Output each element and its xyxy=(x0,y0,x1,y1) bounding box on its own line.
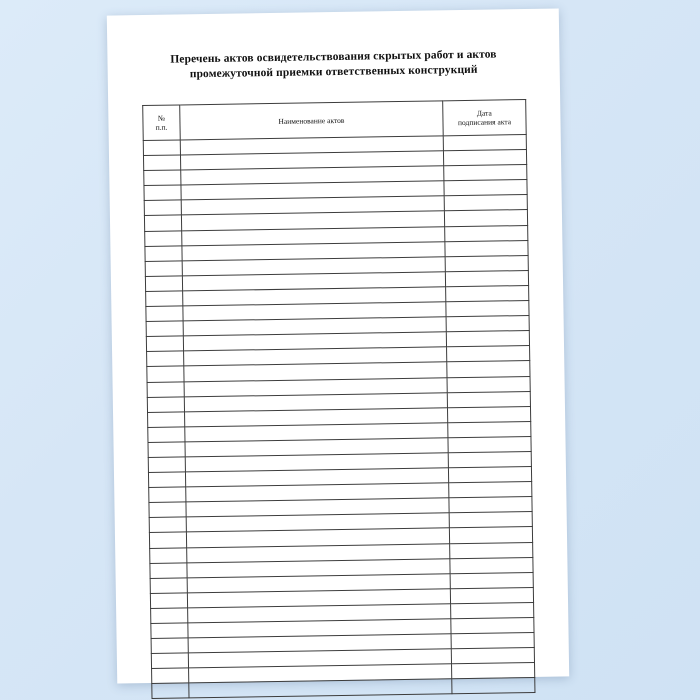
cell-number[interactable] xyxy=(144,200,181,216)
cell-sign-date[interactable] xyxy=(451,633,534,649)
document-title-line-1: Перечень актов освидетельствования скрытых работ и актов xyxy=(170,48,497,66)
cell-sign-date[interactable] xyxy=(449,482,532,498)
cell-number[interactable] xyxy=(147,366,184,382)
cell-number[interactable] xyxy=(148,427,185,443)
cell-number[interactable] xyxy=(148,442,185,458)
cell-number[interactable] xyxy=(146,291,183,307)
cell-sign-date[interactable] xyxy=(446,285,529,301)
cell-sign-date[interactable] xyxy=(445,240,528,256)
cell-sign-date[interactable] xyxy=(447,406,530,422)
column-header-number-line-2: п.п. xyxy=(155,122,168,132)
cell-number[interactable] xyxy=(144,215,181,231)
cell-number[interactable] xyxy=(147,381,184,397)
cell-number[interactable] xyxy=(143,155,180,171)
cell-sign-date[interactable] xyxy=(449,527,532,543)
cell-number[interactable] xyxy=(149,502,186,518)
cell-number[interactable] xyxy=(150,593,187,609)
cell-number[interactable] xyxy=(152,683,189,699)
cell-sign-date[interactable] xyxy=(446,316,529,332)
acts-table-body xyxy=(143,135,535,699)
cell-number[interactable] xyxy=(150,578,187,594)
column-header-number xyxy=(143,105,181,141)
cell-sign-date[interactable] xyxy=(447,361,530,377)
acts-table xyxy=(142,99,535,699)
cell-number[interactable] xyxy=(144,170,181,186)
document-title-line-2: промежуточной приемки ответственных конструкций xyxy=(189,63,478,81)
cell-number[interactable] xyxy=(150,547,187,563)
cell-sign-date[interactable] xyxy=(449,512,532,528)
cell-sign-date[interactable] xyxy=(447,376,530,392)
cell-number[interactable] xyxy=(145,261,182,277)
cell-number[interactable] xyxy=(144,185,181,201)
document-title xyxy=(147,47,519,83)
cell-sign-date[interactable] xyxy=(451,602,534,618)
cell-number[interactable] xyxy=(146,321,183,337)
cell-sign-date[interactable] xyxy=(446,301,529,317)
cell-sign-date[interactable] xyxy=(444,165,527,181)
cell-number[interactable] xyxy=(145,246,182,262)
cell-number[interactable] xyxy=(150,563,187,579)
cell-number[interactable] xyxy=(149,487,186,503)
column-header-number-line-1: № xyxy=(157,113,166,123)
cell-number[interactable] xyxy=(145,276,182,292)
cell-number[interactable] xyxy=(151,608,188,624)
cell-sign-date[interactable] xyxy=(443,135,526,151)
cell-sign-date[interactable] xyxy=(450,542,533,558)
cell-sign-date[interactable] xyxy=(452,678,535,694)
cell-act-name[interactable] xyxy=(189,679,452,698)
cell-sign-date[interactable] xyxy=(444,195,527,211)
cell-sign-date[interactable] xyxy=(448,467,531,483)
cell-sign-date[interactable] xyxy=(446,331,529,347)
cell-number[interactable] xyxy=(148,472,185,488)
cell-number[interactable] xyxy=(147,397,184,413)
column-header-name: Наименование актов xyxy=(180,101,444,140)
column-header-date xyxy=(443,100,527,136)
cell-number[interactable] xyxy=(147,351,184,367)
table-header-row xyxy=(143,100,527,141)
cell-number[interactable] xyxy=(146,306,183,322)
cell-sign-date[interactable] xyxy=(448,451,531,467)
cell-number[interactable] xyxy=(149,532,186,548)
cell-sign-date[interactable] xyxy=(447,346,530,362)
cell-sign-date[interactable] xyxy=(452,663,535,679)
cell-number[interactable] xyxy=(151,623,188,639)
cell-sign-date[interactable] xyxy=(447,391,530,407)
cell-sign-date[interactable] xyxy=(445,255,528,271)
cell-sign-date[interactable] xyxy=(450,572,533,588)
cell-number[interactable] xyxy=(149,517,186,533)
cell-sign-date[interactable] xyxy=(449,497,532,513)
cell-number[interactable] xyxy=(151,653,188,669)
cell-sign-date[interactable] xyxy=(443,150,526,166)
column-header-date-line-2: подписания акта xyxy=(457,117,512,128)
cell-number[interactable] xyxy=(151,638,188,654)
cell-number[interactable] xyxy=(148,457,185,473)
cell-sign-date[interactable] xyxy=(448,421,531,437)
column-header-date-line-1: Дата xyxy=(476,108,492,118)
cell-sign-date[interactable] xyxy=(451,617,534,633)
acts-table-header xyxy=(143,100,527,141)
cell-sign-date[interactable] xyxy=(444,180,527,196)
cell-number[interactable] xyxy=(145,231,182,247)
cell-sign-date[interactable] xyxy=(445,270,528,286)
cell-sign-date[interactable] xyxy=(450,587,533,603)
cell-sign-date[interactable] xyxy=(451,648,534,664)
cell-number[interactable] xyxy=(146,336,183,352)
cell-number[interactable] xyxy=(152,668,189,684)
cell-number[interactable] xyxy=(143,140,180,156)
cell-sign-date[interactable] xyxy=(444,210,527,226)
cell-sign-date[interactable] xyxy=(445,225,528,241)
cell-number[interactable] xyxy=(148,412,185,428)
cell-sign-date[interactable] xyxy=(450,557,533,573)
cell-sign-date[interactable] xyxy=(448,436,531,452)
document-sheet xyxy=(107,8,569,683)
